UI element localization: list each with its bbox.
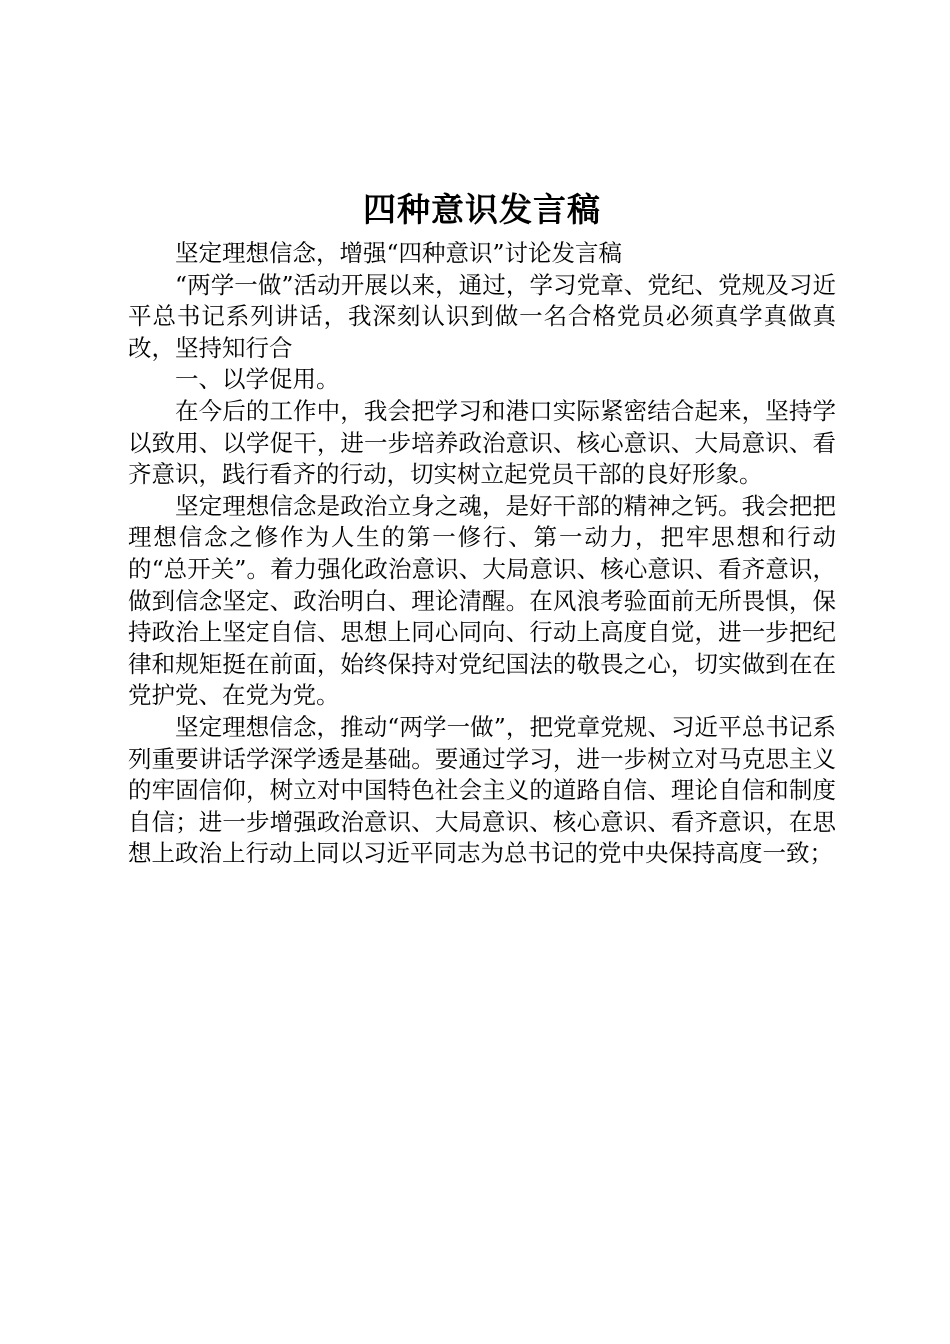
paragraph-work: 在今后的工作中，我会把学习和港口实际紧密结合起来，坚持学以致用、以学促干，进一步培养政治意识、核心意识、大局意识、看齐意识，践行看齐的行动，切实树立起党员干部的良好形象。 [128, 396, 836, 489]
document-title: 四种意识发言稿 [363, 190, 601, 229]
paragraph-intro: “两学一做”活动开展以来，通过，学习党章、党纪、党规及习近平总书记系列讲话，我深刻认识到做一名合格党员必须真学真做真改，坚持知行合 [128, 270, 836, 362]
paragraph-subtitle: 坚定理想信念，增强“四种意识”讨论发言稿 [175, 239, 623, 267]
document-body [128, 186, 836, 870]
paragraph-study: 坚定理想信念，推动“两学一做”，把党章党规、习近平总书记系列重要讲话学深学透是基础。要通过学习，进一步树立对马克思主义的牢固信仰，树立对中国特色社会主义的道路自信、理论自信和制度自信；进一步增强政治意识、大局意识、核心意识、看齐意识，在思想上政治上行动上同以习近平同志为总书记的党中央保持高度一致； [128, 712, 836, 868]
paragraph-ideals: 坚定理想信念是政治立身之魂，是好干部的精神之钙。我会把把理想信念之修作为人生的第一修行、第一动力，把牢思想和行动的“总开关”。着力强化政治意识、大局意识、核心意识、看齐意识，做到信念坚定、政治明白、理论清醒。在风浪考验面前无所畏惧，保持政治上坚定自信、思想上同心同向、行动上高度自觉，进一步把纪律和规矩挺在前面，始终保持对党纪国法的敬畏之心，切实做到在在党护党、在党为党。 [128, 491, 836, 710]
paragraph-heading-1: 一、以学促用。 [175, 365, 340, 394]
